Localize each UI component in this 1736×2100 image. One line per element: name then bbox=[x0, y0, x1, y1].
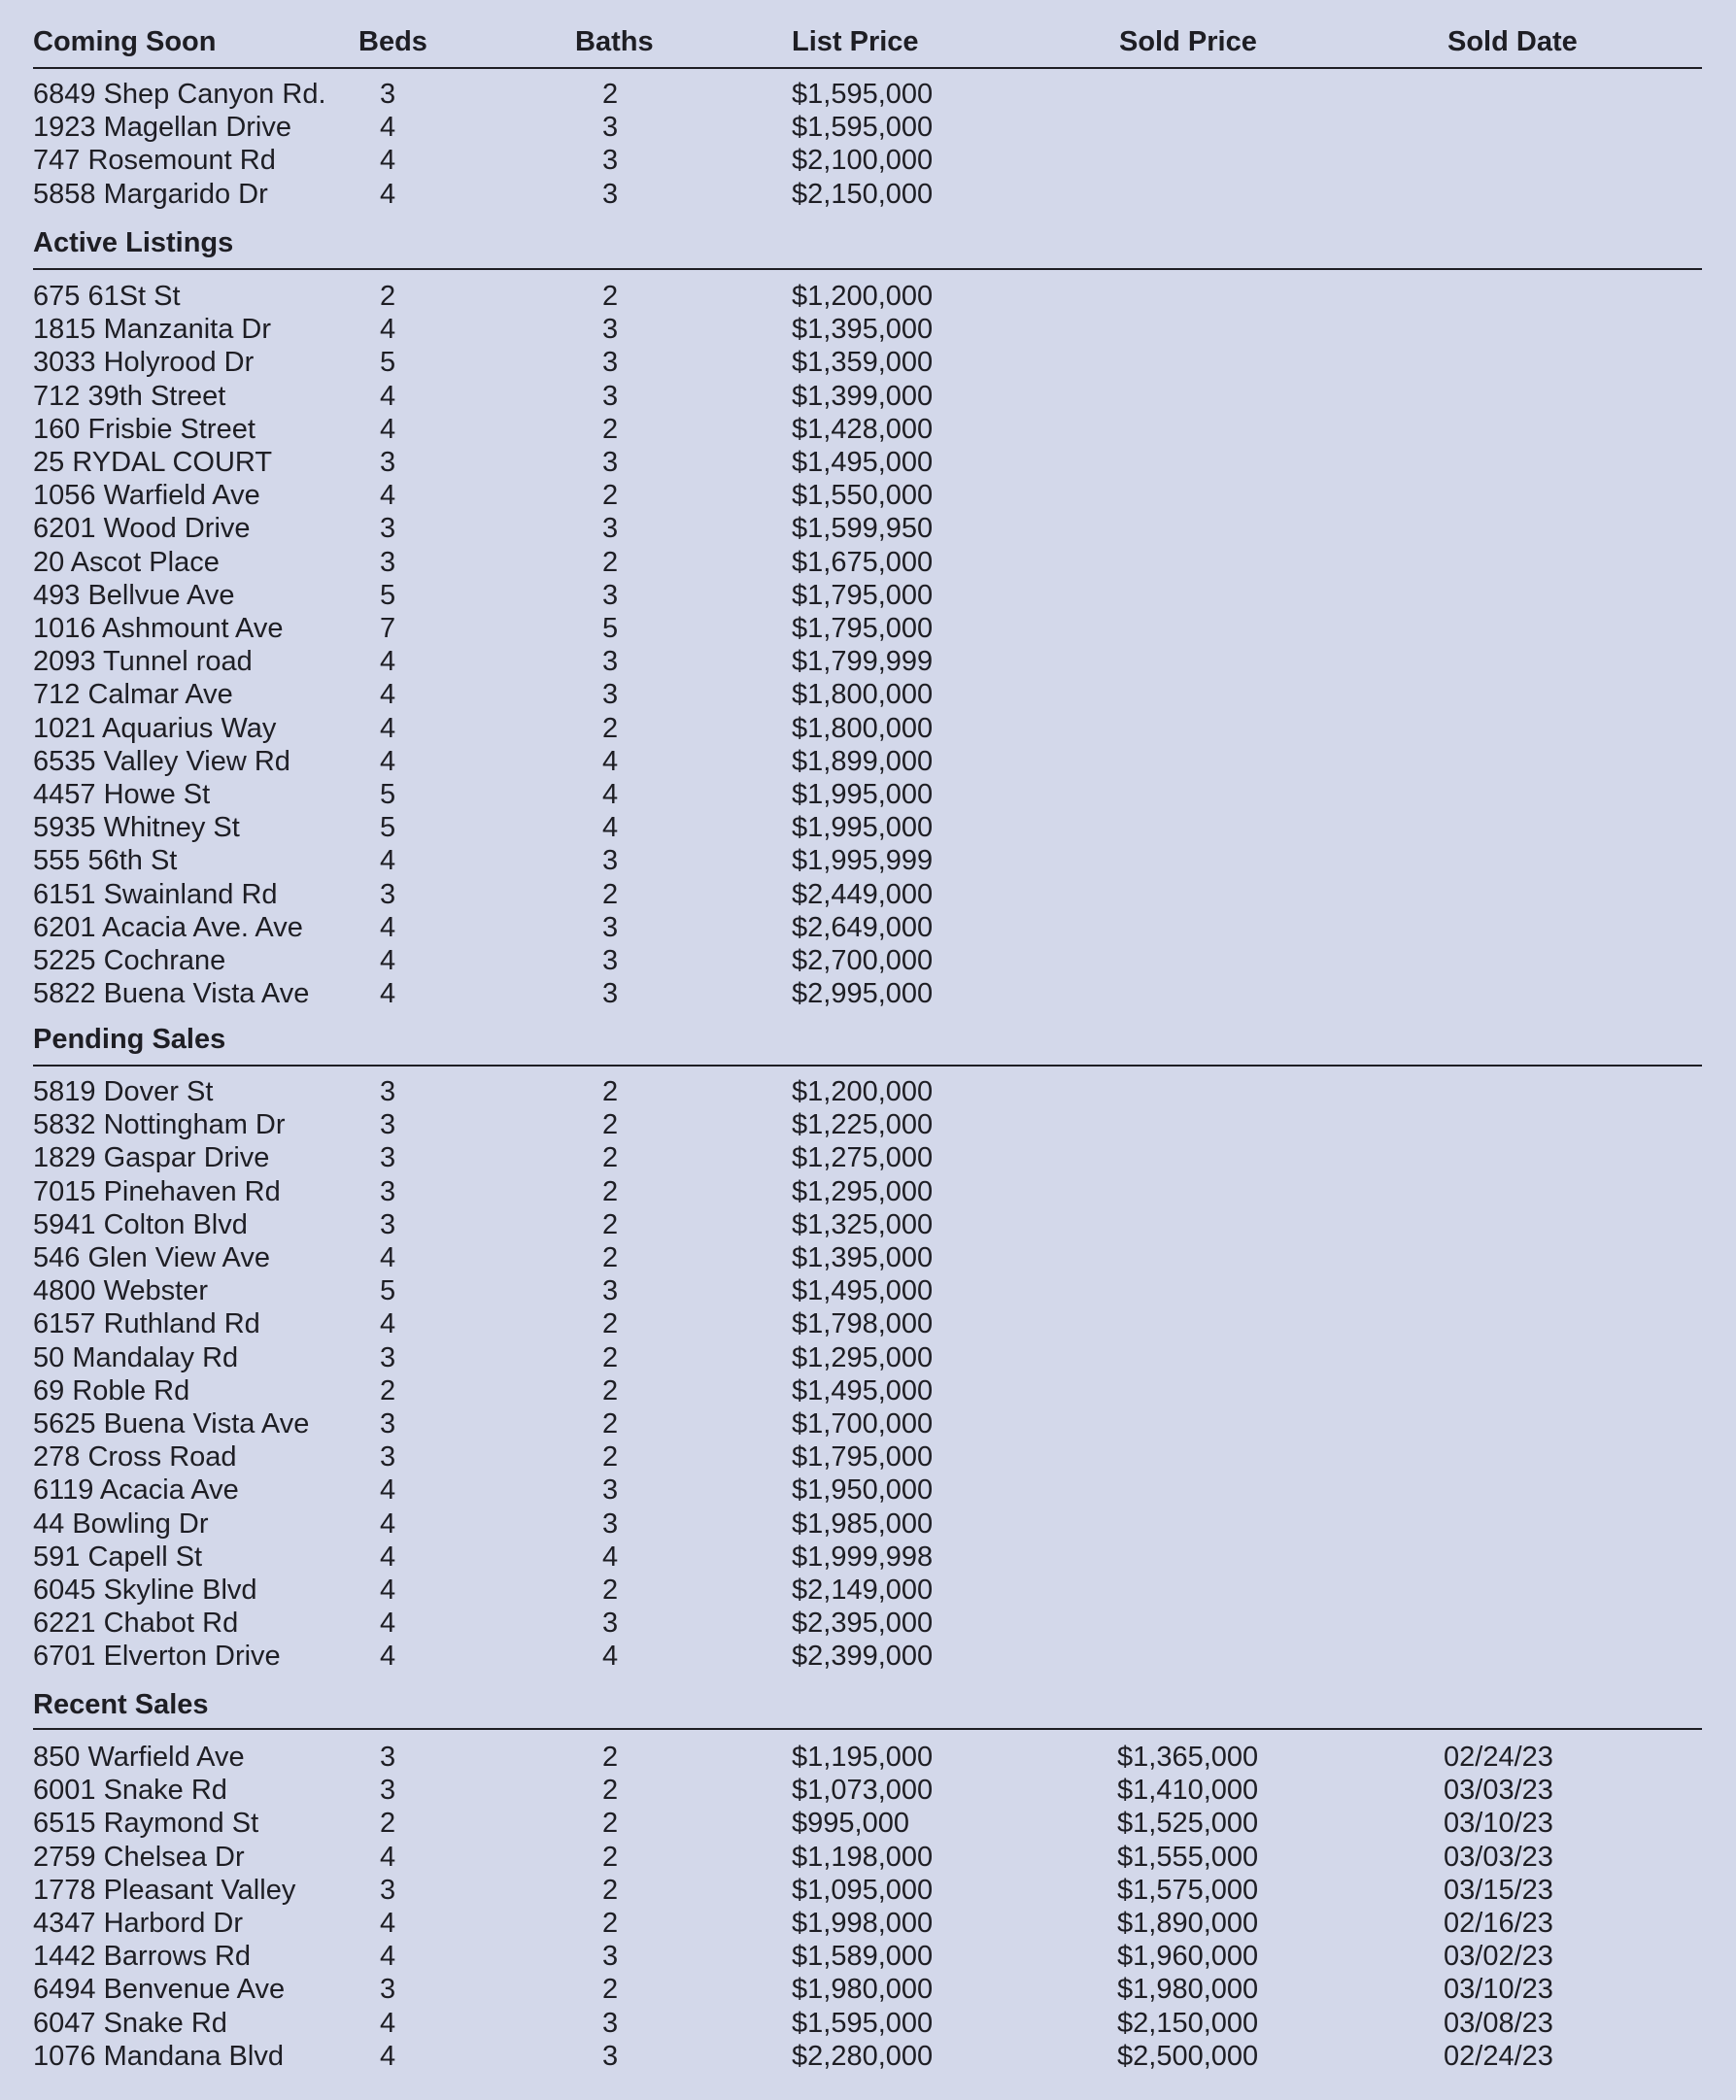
list-price-cell: $1,795,000 bbox=[792, 579, 934, 611]
list-price-cell: $2,995,000 bbox=[792, 978, 934, 1010]
list-price-cell: $1,980,000 bbox=[792, 1974, 934, 2006]
beds-cell: 4 bbox=[380, 314, 396, 346]
address-cell: 6201 Wood Drive bbox=[33, 513, 251, 545]
beds-cell: 3 bbox=[380, 1175, 396, 1207]
beds-cell: 4 bbox=[380, 911, 396, 943]
baths-cell: 4 bbox=[602, 779, 619, 810]
list-price-cell: $1,950,000 bbox=[792, 1474, 934, 1507]
baths-cell: 2 bbox=[602, 281, 619, 312]
address-cell: 6849 Shep Canyon Rd. bbox=[33, 79, 326, 110]
address-cell: 1076 Mandana Blvd bbox=[33, 2040, 284, 2072]
baths-cell: 3 bbox=[602, 579, 619, 611]
address-cell: 1056 Warfield Ave bbox=[33, 480, 260, 512]
beds-cell: 4 bbox=[380, 1608, 396, 1640]
list-price-cell: $1,395,000 bbox=[792, 314, 934, 346]
baths-cell: 3 bbox=[602, 1275, 619, 1307]
list-price-cell: $1,799,999 bbox=[792, 646, 934, 678]
baths-cell: 2 bbox=[602, 1076, 619, 1107]
baths-cell: 3 bbox=[602, 1507, 619, 1540]
baths-cell: 2 bbox=[602, 480, 619, 512]
beds-cell: 4 bbox=[380, 679, 396, 711]
address-cell: 1442 Barrows Rd bbox=[33, 1941, 252, 1973]
beds-cell: 4 bbox=[380, 480, 396, 512]
address-cell: 69 Roble Rd bbox=[33, 1374, 190, 1406]
address-cell: 25 RYDAL COURT bbox=[33, 447, 273, 478]
address-cell: 1021 Aquarius Way bbox=[33, 712, 277, 744]
address-cell: 6515 Raymond St bbox=[33, 1808, 259, 1840]
address-cell: 6535 Valley View Rd bbox=[33, 745, 290, 777]
address-cell: 1815 Manzanita Dr bbox=[33, 314, 272, 346]
beds-cell: 5 bbox=[380, 812, 396, 844]
address-cell: 44 Bowling Dr bbox=[33, 1507, 209, 1540]
beds-cell: 4 bbox=[380, 1941, 396, 1973]
sold-date-cell: 03/10/23 bbox=[1444, 1974, 1553, 2006]
address-cell: 5858 Margarido Dr bbox=[33, 178, 268, 210]
list-price-cell: $1,595,000 bbox=[792, 79, 934, 110]
address-cell: 4457 Howe St bbox=[33, 779, 211, 810]
address-cell: 675 61St St bbox=[33, 281, 181, 312]
beds-cell: 4 bbox=[380, 1507, 396, 1540]
beds-cell: 5 bbox=[380, 779, 396, 810]
address-cell: 493 Bellvue Ave bbox=[33, 579, 235, 611]
baths-cell: 2 bbox=[602, 1208, 619, 1240]
baths-cell: 2 bbox=[602, 1742, 619, 1773]
address-cell: 6119 Acacia Ave bbox=[33, 1474, 239, 1507]
beds-cell: 4 bbox=[380, 1841, 396, 1873]
list-price-cell: $1,800,000 bbox=[792, 712, 934, 744]
baths-cell: 2 bbox=[602, 1374, 619, 1406]
address-cell: 5822 Buena Vista Ave bbox=[33, 978, 310, 1010]
list-price-cell: $2,149,000 bbox=[792, 1575, 934, 1606]
beds-cell: 2 bbox=[380, 1374, 396, 1406]
list-price-column-header: List Price bbox=[792, 26, 919, 57]
list-price-cell: $1,428,000 bbox=[792, 413, 934, 445]
address-cell: 1923 Magellan Drive bbox=[33, 112, 291, 144]
sold-date-column-header: Sold Date bbox=[1447, 26, 1578, 57]
baths-cell: 2 bbox=[602, 1908, 619, 1939]
beds-cell: 4 bbox=[380, 178, 396, 210]
list-price-cell: $1,195,000 bbox=[792, 1742, 934, 1773]
beds-cell: 4 bbox=[380, 1308, 396, 1340]
baths-cell: 3 bbox=[602, 178, 619, 210]
sold-date-cell: 03/02/23 bbox=[1444, 1941, 1553, 1973]
sold-price-cell: $1,555,000 bbox=[1117, 1841, 1259, 1873]
baths-cell: 3 bbox=[602, 145, 619, 177]
baths-cell: 3 bbox=[602, 945, 619, 976]
list-price-cell: $2,100,000 bbox=[792, 145, 934, 177]
address-cell: 546 Glen View Ave bbox=[33, 1242, 270, 1273]
baths-cell: 2 bbox=[602, 1841, 619, 1873]
list-price-cell: $1,095,000 bbox=[792, 1874, 934, 1906]
address-cell: 160 Frisbie Street bbox=[33, 413, 255, 445]
baths-cell: 3 bbox=[602, 1474, 619, 1507]
baths-cell: 5 bbox=[602, 613, 619, 644]
baths-cell: 3 bbox=[602, 513, 619, 545]
sold-date-cell: 03/03/23 bbox=[1444, 1841, 1553, 1873]
sold-price-cell: $1,365,000 bbox=[1117, 1742, 1259, 1773]
list-price-cell: $1,198,000 bbox=[792, 1841, 934, 1873]
list-price-cell: $1,985,000 bbox=[792, 1507, 934, 1540]
beds-cell: 4 bbox=[380, 978, 396, 1010]
list-price-cell: $1,295,000 bbox=[792, 1175, 934, 1207]
baths-cell: 3 bbox=[602, 978, 619, 1010]
sold-price-cell: $1,980,000 bbox=[1117, 1974, 1259, 2006]
list-price-cell: $1,999,998 bbox=[792, 1541, 934, 1573]
sold-price-cell: $1,410,000 bbox=[1117, 1775, 1259, 1807]
list-price-cell: $1,599,950 bbox=[792, 513, 934, 545]
baths-cell: 2 bbox=[602, 546, 619, 578]
beds-cell: 2 bbox=[380, 1808, 396, 1840]
list-price-cell: $1,795,000 bbox=[792, 1441, 934, 1473]
list-price-cell: $2,395,000 bbox=[792, 1608, 934, 1640]
list-price-cell: $1,359,000 bbox=[792, 347, 934, 379]
beds-cell: 4 bbox=[380, 1575, 396, 1606]
baths-cell: 3 bbox=[602, 845, 619, 877]
baths-cell: 4 bbox=[602, 745, 619, 777]
beds-cell: 4 bbox=[380, 945, 396, 976]
baths-cell: 3 bbox=[602, 112, 619, 144]
baths-cell: 2 bbox=[602, 1441, 619, 1473]
address-cell: 1829 Gaspar Drive bbox=[33, 1142, 270, 1174]
beds-column-header: Beds bbox=[358, 26, 427, 57]
baths-cell: 3 bbox=[602, 2007, 619, 2039]
beds-cell: 4 bbox=[380, 845, 396, 877]
address-cell: 591 Capell St bbox=[33, 1541, 203, 1573]
address-cell: 6221 Chabot Rd bbox=[33, 1608, 239, 1640]
sold-date-cell: 02/24/23 bbox=[1444, 2040, 1553, 2072]
list-price-cell: $1,495,000 bbox=[792, 447, 934, 478]
list-price-cell: $1,595,000 bbox=[792, 112, 934, 144]
baths-cell: 2 bbox=[602, 1308, 619, 1340]
address-cell: 5225 Cochrane bbox=[33, 945, 226, 976]
address-cell: 1778 Pleasant Valley bbox=[33, 1874, 296, 1906]
sold-price-cell: $1,890,000 bbox=[1117, 1908, 1259, 1939]
baths-cell: 2 bbox=[602, 413, 619, 445]
beds-cell: 2 bbox=[380, 281, 396, 312]
pending-sales-divider bbox=[33, 1065, 1702, 1067]
beds-cell: 4 bbox=[380, 112, 396, 144]
address-cell: 6157 Ruthland Rd bbox=[33, 1308, 260, 1340]
sold-date-cell: 02/24/23 bbox=[1444, 1742, 1553, 1773]
list-price-cell: $1,399,000 bbox=[792, 380, 934, 412]
list-price-cell: $1,200,000 bbox=[792, 281, 934, 312]
baths-cell: 2 bbox=[602, 79, 619, 110]
beds-cell: 4 bbox=[380, 1908, 396, 1939]
beds-cell: 3 bbox=[380, 1109, 396, 1141]
baths-cell: 3 bbox=[602, 314, 619, 346]
baths-cell: 3 bbox=[602, 447, 619, 478]
list-price-cell: $1,675,000 bbox=[792, 546, 934, 578]
address-cell: 6701 Elverton Drive bbox=[33, 1641, 281, 1673]
baths-cell: 3 bbox=[602, 911, 619, 943]
beds-cell: 4 bbox=[380, 1541, 396, 1573]
list-price-cell: $1,795,000 bbox=[792, 613, 934, 644]
list-price-cell: $1,295,000 bbox=[792, 1341, 934, 1373]
sold-date-cell: 03/10/23 bbox=[1444, 1808, 1553, 1840]
address-cell: 6494 Benvenue Ave bbox=[33, 1974, 286, 2006]
beds-cell: 4 bbox=[380, 380, 396, 412]
beds-cell: 4 bbox=[380, 2040, 396, 2072]
address-cell: 5935 Whitney St bbox=[33, 812, 240, 844]
address-cell: 1016 Ashmount Ave bbox=[33, 613, 284, 644]
address-cell: 50 Mandalay Rd bbox=[33, 1341, 239, 1373]
beds-cell: 4 bbox=[380, 1641, 396, 1673]
sold-price-column-header: Sold Price bbox=[1119, 26, 1257, 57]
address-cell: 5832 Nottingham Dr bbox=[33, 1109, 286, 1141]
beds-cell: 3 bbox=[380, 513, 396, 545]
baths-cell: 3 bbox=[602, 679, 619, 711]
beds-cell: 3 bbox=[380, 1076, 396, 1107]
list-price-cell: $1,700,000 bbox=[792, 1408, 934, 1440]
beds-cell: 3 bbox=[380, 546, 396, 578]
baths-cell: 3 bbox=[602, 1941, 619, 1973]
beds-cell: 4 bbox=[380, 1474, 396, 1507]
address-cell: 5819 Dover St bbox=[33, 1076, 214, 1107]
address-cell: 6047 Snake Rd bbox=[33, 2007, 227, 2039]
list-price-cell: $1,798,000 bbox=[792, 1308, 934, 1340]
baths-cell: 2 bbox=[602, 712, 619, 744]
address-cell: 712 39th Street bbox=[33, 380, 226, 412]
address-cell: 4347 Harbord Dr bbox=[33, 1908, 243, 1939]
baths-cell: 3 bbox=[602, 1608, 619, 1640]
address-cell: 712 Calmar Ave bbox=[33, 679, 233, 711]
list-price-cell: $1,225,000 bbox=[792, 1109, 934, 1141]
beds-cell: 4 bbox=[380, 745, 396, 777]
beds-cell: 3 bbox=[380, 1441, 396, 1473]
list-price-cell: $1,899,000 bbox=[792, 745, 934, 777]
list-price-cell: $2,449,000 bbox=[792, 878, 934, 910]
baths-cell: 2 bbox=[602, 1874, 619, 1906]
beds-cell: 4 bbox=[380, 646, 396, 678]
beds-cell: 3 bbox=[380, 878, 396, 910]
sold-date-cell: 02/16/23 bbox=[1444, 1908, 1553, 1939]
baths-cell: 2 bbox=[602, 1142, 619, 1174]
address-cell: 850 Warfield Ave bbox=[33, 1742, 245, 1773]
list-price-cell: $1,595,000 bbox=[792, 2007, 934, 2039]
list-price-cell: $1,800,000 bbox=[792, 679, 934, 711]
sold-date-cell: 03/15/23 bbox=[1444, 1874, 1553, 1906]
address-cell: 6001 Snake Rd bbox=[33, 1775, 227, 1807]
active-listings-heading: Active Listings bbox=[33, 227, 234, 258]
baths-cell: 2 bbox=[602, 1775, 619, 1807]
beds-cell: 3 bbox=[380, 1408, 396, 1440]
address-cell: 2759 Chelsea Dr bbox=[33, 1841, 245, 1873]
baths-cell: 2 bbox=[602, 878, 619, 910]
beds-cell: 3 bbox=[380, 1742, 396, 1773]
address-cell: 747 Rosemount Rd bbox=[33, 145, 276, 177]
beds-cell: 7 bbox=[380, 613, 396, 644]
baths-cell: 3 bbox=[602, 347, 619, 379]
list-price-cell: $1,995,999 bbox=[792, 845, 934, 877]
list-price-cell: $1,325,000 bbox=[792, 1208, 934, 1240]
baths-cell: 4 bbox=[602, 1541, 619, 1573]
list-price-cell: $2,649,000 bbox=[792, 911, 934, 943]
beds-cell: 3 bbox=[380, 1874, 396, 1906]
baths-cell: 2 bbox=[602, 1808, 619, 1840]
list-price-cell: $1,495,000 bbox=[792, 1275, 934, 1307]
coming-soon-divider bbox=[33, 67, 1702, 69]
address-cell: 2093 Tunnel road bbox=[33, 646, 253, 678]
baths-cell: 4 bbox=[602, 1641, 619, 1673]
sold-price-cell: $1,960,000 bbox=[1117, 1941, 1259, 1973]
list-price-cell: $1,995,000 bbox=[792, 779, 934, 810]
baths-cell: 4 bbox=[602, 812, 619, 844]
beds-cell: 3 bbox=[380, 1142, 396, 1174]
sold-date-cell: 03/03/23 bbox=[1444, 1775, 1553, 1807]
beds-cell: 3 bbox=[380, 447, 396, 478]
list-price-cell: $1,395,000 bbox=[792, 1242, 934, 1273]
baths-cell: 2 bbox=[602, 1175, 619, 1207]
baths-column-header: Baths bbox=[575, 26, 654, 57]
address-cell: 278 Cross Road bbox=[33, 1441, 237, 1473]
baths-cell: 2 bbox=[602, 1974, 619, 2006]
beds-cell: 3 bbox=[380, 1208, 396, 1240]
baths-cell: 3 bbox=[602, 380, 619, 412]
beds-cell: 5 bbox=[380, 347, 396, 379]
baths-cell: 2 bbox=[602, 1341, 619, 1373]
sold-price-cell: $1,525,000 bbox=[1117, 1808, 1259, 1840]
beds-cell: 5 bbox=[380, 579, 396, 611]
baths-cell: 2 bbox=[602, 1109, 619, 1141]
list-price-cell: $2,700,000 bbox=[792, 945, 934, 976]
coming-soon-heading: Coming Soon bbox=[33, 26, 217, 57]
list-price-cell: $1,995,000 bbox=[792, 812, 934, 844]
beds-cell: 4 bbox=[380, 2007, 396, 2039]
active-listings-divider bbox=[33, 268, 1702, 270]
list-price-cell: $995,000 bbox=[792, 1808, 909, 1840]
recent-sales-heading: Recent Sales bbox=[33, 1689, 209, 1720]
address-cell: 7015 Pinehaven Rd bbox=[33, 1175, 281, 1207]
baths-cell: 3 bbox=[602, 646, 619, 678]
sold-price-cell: $1,575,000 bbox=[1117, 1874, 1259, 1906]
beds-cell: 3 bbox=[380, 1775, 396, 1807]
list-price-cell: $2,150,000 bbox=[792, 178, 934, 210]
list-price-cell: $1,495,000 bbox=[792, 1374, 934, 1406]
address-cell: 6151 Swainland Rd bbox=[33, 878, 278, 910]
beds-cell: 4 bbox=[380, 413, 396, 445]
address-cell: 3033 Holyrood Dr bbox=[33, 347, 255, 379]
address-cell: 5625 Buena Vista Ave bbox=[33, 1408, 310, 1440]
list-price-cell: $1,200,000 bbox=[792, 1076, 934, 1107]
address-cell: 6045 Skyline Blvd bbox=[33, 1575, 257, 1606]
list-price-cell: $1,589,000 bbox=[792, 1941, 934, 1973]
address-cell: 6201 Acacia Ave. Ave bbox=[33, 911, 303, 943]
beds-cell: 4 bbox=[380, 145, 396, 177]
list-price-cell: $2,280,000 bbox=[792, 2040, 934, 2072]
beds-cell: 3 bbox=[380, 1974, 396, 2006]
beds-cell: 3 bbox=[380, 1341, 396, 1373]
list-price-cell: $2,399,000 bbox=[792, 1641, 934, 1673]
baths-cell: 2 bbox=[602, 1408, 619, 1440]
recent-sales-divider bbox=[33, 1728, 1702, 1730]
beds-cell: 3 bbox=[380, 79, 396, 110]
address-cell: 555 56th St bbox=[33, 845, 178, 877]
sold-price-cell: $2,150,000 bbox=[1117, 2007, 1259, 2039]
address-cell: 4800 Webster bbox=[33, 1275, 209, 1307]
baths-cell: 3 bbox=[602, 2040, 619, 2072]
address-cell: 5941 Colton Blvd bbox=[33, 1208, 248, 1240]
sold-price-cell: $2,500,000 bbox=[1117, 2040, 1259, 2072]
beds-cell: 4 bbox=[380, 1242, 396, 1273]
beds-cell: 5 bbox=[380, 1275, 396, 1307]
pending-sales-heading: Pending Sales bbox=[33, 1024, 226, 1055]
baths-cell: 2 bbox=[602, 1242, 619, 1273]
address-cell: 20 Ascot Place bbox=[33, 546, 220, 578]
beds-cell: 4 bbox=[380, 712, 396, 744]
list-price-cell: $1,073,000 bbox=[792, 1775, 934, 1807]
baths-cell: 2 bbox=[602, 1575, 619, 1606]
list-price-cell: $1,275,000 bbox=[792, 1142, 934, 1174]
list-price-cell: $1,998,000 bbox=[792, 1908, 934, 1939]
list-price-cell: $1,550,000 bbox=[792, 480, 934, 512]
sold-date-cell: 03/08/23 bbox=[1444, 2007, 1553, 2039]
